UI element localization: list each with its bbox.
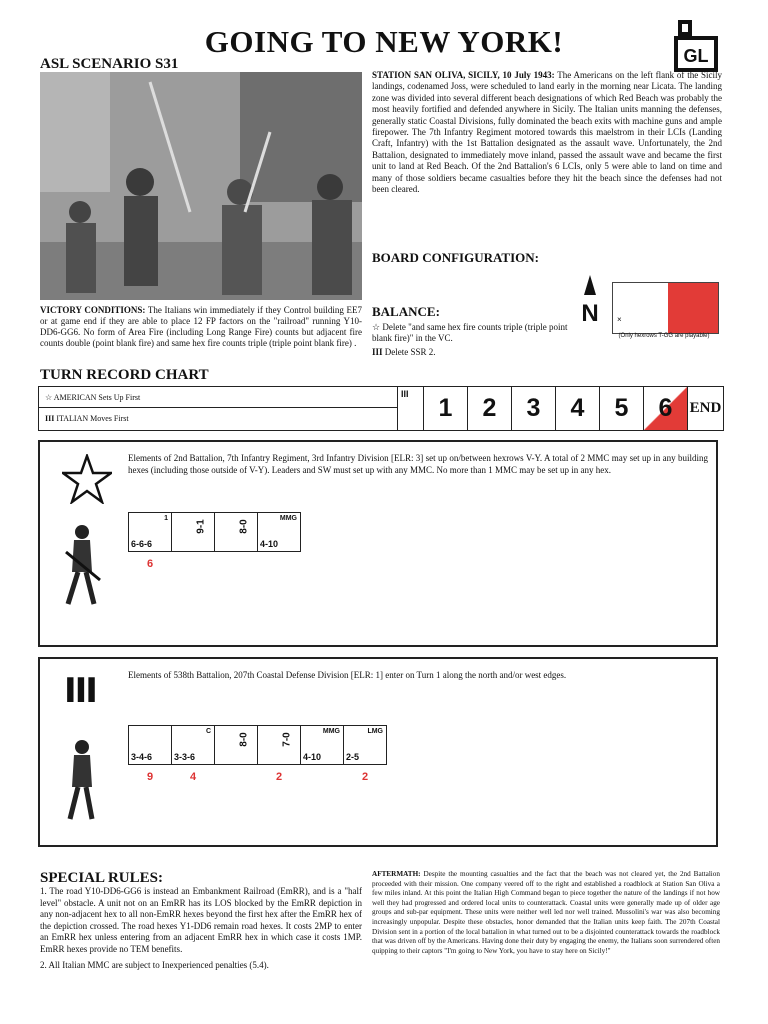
special-rule-1: 1. The road Y10-DD6-GG6 is instead an Embankment Railroad (EmRR), and is a "half level" obstacle. A unit not on an EmRR has its LOS blocked by the EmRR depiction in any non-adjacent hex to all non-EmRR hexes beyond the first hex after the EmRR hex of the depiction crossed. The road hexes Y1-DD6 remain road hexes. It costs 2MP to enter an EmRR hex unless entering from an adjacent EmRR hex in which case it costs 1MP. EmRR hexes provide no TEM benefits. (40, 886, 362, 954)
counter-leader: 8-0 (214, 725, 258, 765)
aftermath (372, 870, 720, 956)
trc-italian-row: III ITALIAN Moves First (45, 414, 129, 423)
counter-count: 6 (146, 558, 154, 570)
counter-mmg: MMG 4-10 (257, 512, 301, 552)
counter-count: 4 (189, 771, 197, 783)
turn-4: 4 (555, 387, 599, 430)
board-note: (Only hexrows T-GG are playable) (618, 333, 710, 339)
turn-2: 2 (467, 387, 511, 430)
page-title: GOING TO NEW YORK! (204, 24, 564, 59)
balance-list (372, 322, 572, 358)
counter-squad: 1 6-6-6 (128, 512, 172, 552)
logo-text: GL (683, 46, 709, 66)
special-rules-title: SPECIAL RULES: (40, 870, 163, 886)
american-oob-panel (38, 440, 718, 647)
intro-body: The Americans on the left flank of the Sicily landings, codenamed Joss, were scheduled to land early in the morning near Licata. The landing zone was divided into several different beach designations of which Red Beach was probably the most heavily fortified and defended anywhere in Sicily. The Italian units manning the defenses, generally static Coastal Divisions, fully dominated the beach exits with machine guns and ample firepower. The 7th Infantry Regiment motored towards this maelstrom in their LCIs (Landing Craft, Infantry) with the 1st Battalion designated as the assault wave. Unfortunately, the 2nd Battalion, designated to immediately move inland, passed the assault wave and became the first unit to land at Red Beach. Of the 2nd Battalion's 6 LCIs, only 5 were able to land on time and many of those soldiers became casualties before they hit the beach since the defenses had not been cleared. (372, 70, 723, 195)
balance-italian: III Delete SSR 2. (372, 347, 436, 357)
italian-oob-panel (38, 657, 718, 847)
counter-count: 2 (275, 771, 283, 783)
counter-count: 2 (361, 771, 369, 783)
scenario-number: ASL SCENARIO S31 (40, 56, 179, 72)
counter-squad: C 3-3-6 (171, 725, 215, 765)
counter-leader: 8-0 (214, 512, 258, 552)
turn-end: END (687, 387, 723, 430)
trc-italian-marker: III (397, 387, 423, 430)
italian-symbol-icon: III (45, 414, 57, 423)
italian-setup-text: Elements of 538th Battalion, 207th Coastal Defense Division [ELR: 1] enter on Turn 1 along the north and/or west edges. (128, 670, 567, 680)
turn-record-title: TURN RECORD CHART (40, 367, 209, 383)
counter-mmg: MMG 4-10 (300, 725, 344, 765)
board-hex-marker: × (617, 315, 622, 324)
north-arrow-icon (578, 275, 602, 325)
board-config-title: BOARD CONFIGURATION: (372, 250, 539, 265)
victory-conditions (40, 305, 362, 349)
turn-5: 5 (599, 387, 643, 430)
american-soldier-icon (60, 522, 104, 607)
historical-photo (40, 72, 362, 300)
turn-1: 1 (423, 387, 467, 430)
board-diagram (612, 282, 719, 334)
aftermath-text: Despite the mounting casualties and the fact that the beach was not cleared yet, the 2nd Battalion proceeded with their mission. One company veered off to the right and established a roadblock at Station San Oliva a few miles inland. At this point the Italian High Command began to piece together the nature of the landings if not how well they had progressed and ordered local units to counterattack. Coastal units were generally made up of older age groups and sub-par equipment. These units were neither well led nor well trained. Mussolini's war was also becoming increasingly unpopular. Despite these obstacles, honor demanded that the Italian units keep faith. The 207th Coastal Division sent in a portion of the local battalion in what turned out to be a disjointed counterattack towards the roadblock that was driven off by the Americans. Having done their duty by engaging the enemy, the Italians soon surrendered often quipping to their captors "I'm going to New York, you have to stay here on Sicily!" (372, 870, 720, 955)
victory-label: VICTORY CONDITIONS: (40, 305, 146, 315)
north-label: N (581, 300, 599, 325)
special-rule-2: 2. All Italian MMC are subject to Inexperienced penalties (5.4). (40, 959, 269, 970)
counter-leader: 9-1 (171, 512, 215, 552)
turn-3: 3 (511, 387, 555, 430)
turn-6: 6 (643, 387, 687, 430)
intro-dateline: STATION SAN OLIVA, SICILY, 10 July 1943: (372, 70, 555, 80)
balance-american: ☆ Delete "and same hex fire counts triple (triple point blank fire)" in the VC. (372, 322, 568, 343)
scenario-logo-icon (672, 20, 720, 72)
aftermath-label: AFTERMATH: (372, 870, 421, 878)
american-setup-text: Elements of 2nd Battalion, 7th Infantry Regiment, 3rd Infantry Division [ELR: 3] set up on/between hexrows V-Y. A total of 2 MMC may set up in any building hexes (including those outside of V-Y). Leaders and SW must set up with any MMC. No more than 1 MMC may be set up in any hex. (128, 453, 708, 475)
counter-lmg: LMG 2-5 (343, 725, 387, 765)
trc-american-row: ☆ AMERICAN Sets Up First (39, 387, 397, 408)
turn-record-chart (38, 386, 724, 431)
american-star-icon (62, 454, 112, 504)
special-rules (40, 886, 362, 975)
american-counters (128, 512, 300, 552)
american-star-icon: ☆ (372, 322, 383, 332)
italian-symbol-icon: III (64, 671, 96, 711)
victory-text: The Italians win immediately if they Control building EE7 or at game end if they are able to place 12 FP factors on the "railroad" running Y10-DD6-GG6. No form of Area Fire (including Long Range Fire) counts but adjacent fire counts double (point blank fire) and same hex fire counts triple (triple point blank fire) . (40, 305, 363, 348)
board-red-section (668, 283, 718, 333)
italian-soldier-icon (60, 737, 104, 822)
intro-text (372, 70, 722, 195)
counter-leader: 7-0 (257, 725, 301, 765)
balance-title: BALANCE: (372, 304, 440, 319)
counter-count: 9 (146, 771, 154, 783)
counter-squad: 3-4-6 (128, 725, 172, 765)
italian-symbol-icon: III (372, 347, 385, 357)
italian-counters (128, 725, 386, 765)
american-star-icon: ☆ (45, 393, 54, 402)
